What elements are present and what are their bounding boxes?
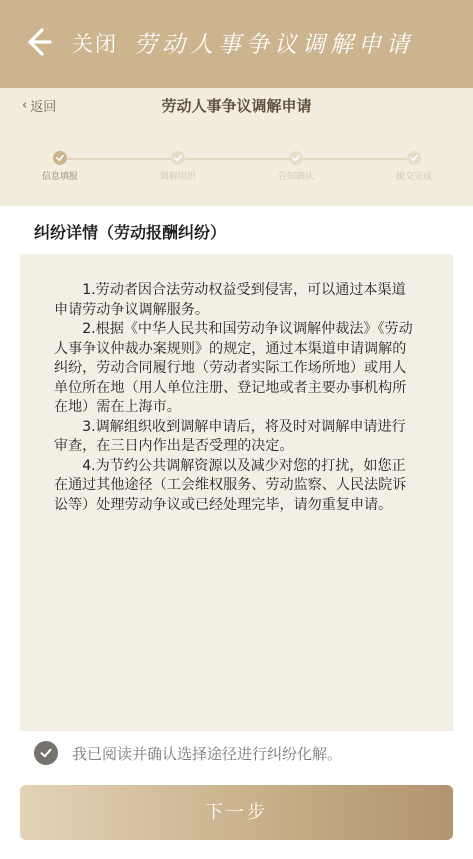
step-check-icon — [289, 151, 303, 165]
notice-paragraph: 2.根据《中华人民共和国劳动争议调解仲裁法》《劳动人事争议仲裁办案规则》的规定，通过本渠道申请调解的纠纷，劳动合同履行地（劳动者实际工作场所地）或用人单位所在地（用人单位注册、登记地或者主要办事机构所在地）需在上海市。 — [54, 321, 413, 415]
agreement-text: 我已阅读并确认选择途径进行纠纷化解。 — [72, 744, 343, 763]
step-check-icon — [407, 151, 421, 165]
step-1 — [20, 150, 100, 182]
check-circle-icon[interactable] — [34, 741, 58, 765]
step-label: 提交完成 — [395, 172, 432, 182]
sub-header — [0, 88, 473, 206]
notice-paragraph: 3.调解组织收到调解申请后，将及时对调解申请进行审查，在三日内作出是否受理的决定。 — [54, 418, 406, 454]
step-check-icon — [53, 151, 67, 165]
step-4 — [374, 150, 454, 182]
next-button[interactable]: 下一步 — [20, 785, 453, 840]
top-app-bar — [0, 0, 473, 88]
step-3 — [256, 150, 336, 182]
close-button[interactable]: 关闭 — [72, 32, 118, 56]
step-label: 信息填报 — [41, 172, 78, 182]
chevron-left-icon: ‹ — [22, 98, 28, 113]
notice-panel[interactable] — [20, 254, 453, 731]
notice-paragraph: 4.为节约公共调解资源以及减少对您的打扰，如您正在通过其他途径（工会维权服务、劳动监察、人民法院诉讼等）处理劳动争议或已经处理完毕，请勿重复申请。 — [54, 457, 407, 513]
agreement-row[interactable] — [34, 740, 342, 766]
step-label: 告知确认 — [277, 172, 314, 182]
progress-steps — [0, 150, 473, 190]
back-arrow-icon[interactable] — [22, 22, 52, 62]
step-2 — [138, 150, 218, 182]
notice-paragraph: 1.劳动者因合法劳动权益受到侵害，可以通过本渠道申请劳动争议调解服务。 — [54, 282, 406, 318]
step-label: 调解组织 — [159, 172, 196, 182]
steps-track — [60, 158, 414, 160]
app-title: 劳动人事争议调解申请 — [134, 32, 414, 58]
step-check-icon — [171, 151, 185, 165]
page-title: 劳动人事争议调解申请 — [161, 97, 312, 115]
section-title: 纠纷详情（劳动报酬纠纷） — [34, 223, 227, 242]
sub-back-label: 返回 — [30, 100, 57, 115]
